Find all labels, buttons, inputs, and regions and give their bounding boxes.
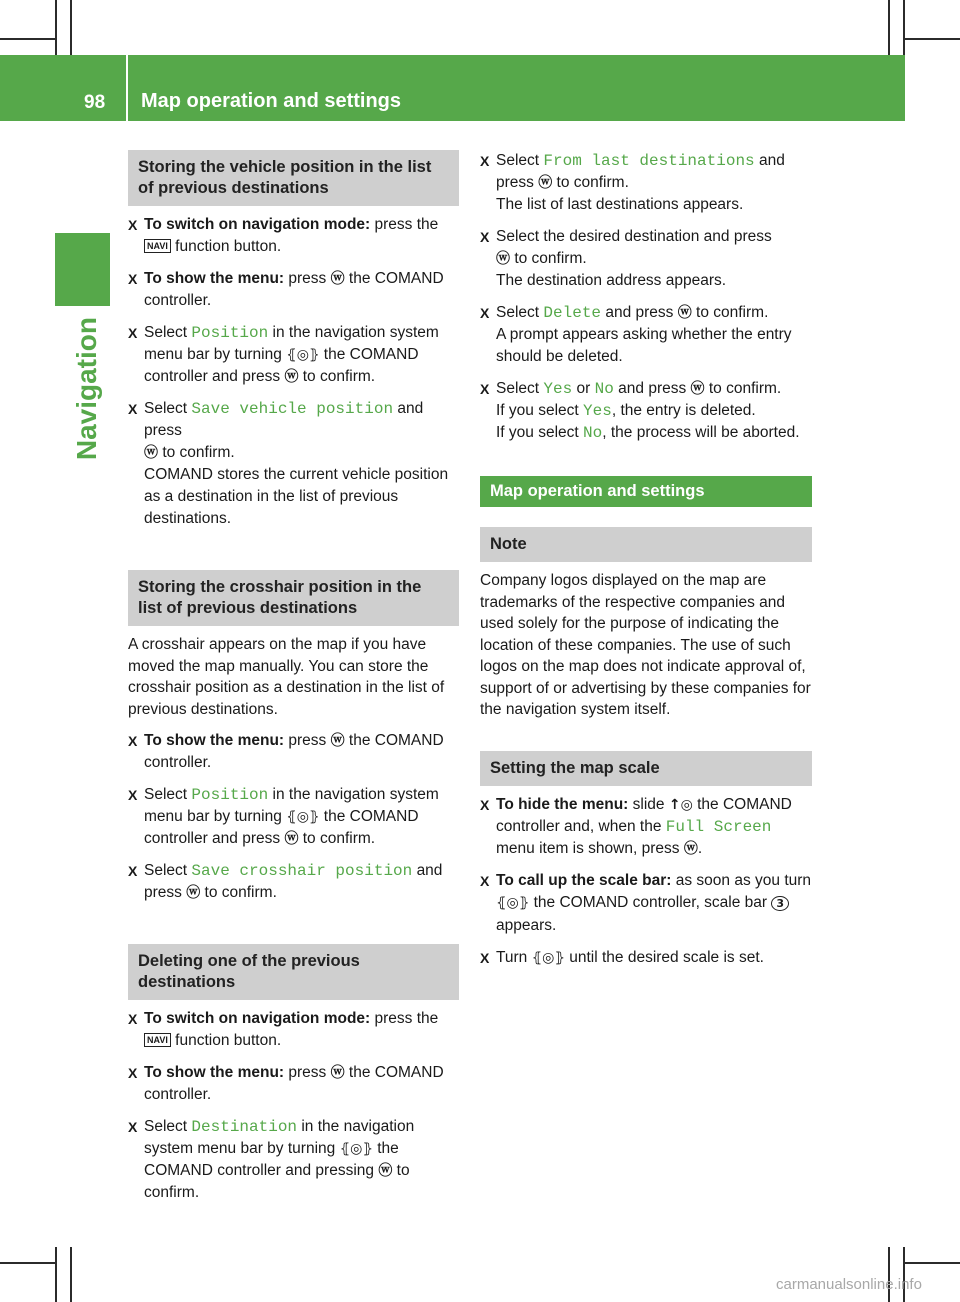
step-title: To call up the scale bar: bbox=[496, 871, 672, 889]
step-text: press bbox=[288, 270, 327, 287]
menu-item-code: From last destinations bbox=[543, 152, 755, 170]
crop-mark bbox=[905, 38, 960, 40]
intro-paragraph: A crosshair appears on the map if you have moved the map manually. You can store the crosshair position as a destination in the list of previous destinations. bbox=[128, 636, 445, 718]
step-text: and press bbox=[144, 400, 424, 439]
watermark: carmanualsonline.info bbox=[776, 1276, 922, 1293]
crop-mark bbox=[55, 1247, 57, 1302]
crop-mark bbox=[0, 1262, 55, 1264]
section-heading: Deleting one of the previous destinations bbox=[128, 944, 459, 1000]
step-result: If you select bbox=[496, 424, 579, 441]
press-icon: ⓦ bbox=[144, 445, 158, 461]
menu-item-code: Yes bbox=[583, 402, 612, 420]
press-icon: ⓦ bbox=[690, 381, 705, 397]
menu-item-code: Yes bbox=[543, 380, 573, 398]
menu-item-code: Position bbox=[191, 786, 269, 804]
step-text: Select bbox=[496, 380, 540, 397]
page-number: 98 bbox=[84, 92, 106, 113]
step-result: If you select bbox=[496, 402, 579, 419]
crop-mark bbox=[888, 0, 890, 55]
navi-key-icon: NAVI bbox=[144, 1033, 171, 1047]
step-marker: X bbox=[480, 381, 490, 397]
step-text: slide bbox=[632, 795, 665, 813]
step-result: The destination address appears. bbox=[496, 272, 727, 289]
step-marker: X bbox=[480, 872, 490, 889]
step-result: , the entry is deleted. bbox=[611, 402, 756, 419]
step-text: press bbox=[288, 1064, 327, 1081]
section-heading: Storing the vehicle position in the list of previous destinations bbox=[128, 150, 459, 206]
navi-key-icon: NAVI bbox=[144, 239, 171, 253]
press-icon: ⓦ bbox=[284, 369, 299, 385]
crop-mark bbox=[888, 1247, 890, 1302]
press-icon: ⓦ bbox=[496, 251, 510, 267]
step-text: function button. bbox=[175, 238, 282, 255]
menu-item-code: Save vehicle position bbox=[191, 400, 394, 418]
step-text: to confirm. bbox=[162, 444, 235, 461]
step-title: To show the menu: bbox=[144, 270, 285, 287]
step-text: to confirm. bbox=[144, 1162, 410, 1201]
press-icon: ⓦ bbox=[330, 1065, 345, 1081]
slide-up-icon: ↑◎ bbox=[668, 796, 693, 813]
step-text: to confirm. bbox=[708, 380, 782, 397]
step-text: in the navigation system menu bar by turning bbox=[144, 324, 439, 363]
press-icon: ⓦ bbox=[683, 840, 698, 857]
step-result: , the process will be aborted. bbox=[602, 424, 800, 441]
step bbox=[480, 378, 812, 444]
step-text: Select bbox=[144, 1118, 188, 1135]
step bbox=[480, 870, 812, 937]
step bbox=[128, 784, 459, 850]
step-text: function button. bbox=[175, 1032, 282, 1049]
crop-mark bbox=[903, 1247, 905, 1302]
step bbox=[480, 947, 812, 969]
step-marker: X bbox=[480, 229, 490, 245]
step-marker: X bbox=[128, 217, 138, 233]
step-text: the COMAND controller. bbox=[144, 1064, 444, 1103]
step-marker: X bbox=[128, 863, 138, 879]
step: X To hide the menu: slide ↑◎ the COMAND controller and, when the Full Screen menu item is shown, press ⓦ. bbox=[480, 795, 792, 857]
step-text: Turn bbox=[496, 948, 528, 966]
step bbox=[128, 1062, 459, 1106]
step-text: the COMAND controller and, when the bbox=[496, 795, 792, 835]
step-text: Select bbox=[144, 786, 188, 803]
crop-mark bbox=[70, 0, 72, 55]
step-text: to confirm. bbox=[514, 250, 587, 267]
step-marker: X bbox=[128, 271, 138, 287]
step bbox=[480, 150, 812, 216]
menu-item-code: Destination bbox=[191, 1118, 298, 1136]
step-result: COMAND stores the current vehicle position as a destination in the list of previous destinations. bbox=[144, 466, 449, 527]
step-marker: X bbox=[128, 733, 138, 749]
step-title: To hide the menu: bbox=[496, 795, 629, 813]
step bbox=[128, 214, 459, 258]
page-title: Map operation and settings bbox=[141, 90, 402, 112]
step-text: the COMAND controller. bbox=[144, 270, 444, 309]
step-text: Select bbox=[144, 324, 188, 341]
step-text: the COMAND controller, scale bar bbox=[533, 893, 768, 911]
step-text: to confirm. bbox=[302, 368, 376, 385]
crop-mark bbox=[55, 0, 57, 55]
press-icon: ⓦ bbox=[186, 885, 201, 901]
step bbox=[128, 1008, 459, 1052]
crop-mark bbox=[0, 38, 55, 40]
menu-item-code: Save crosshair position bbox=[191, 862, 413, 880]
step-marker: X bbox=[480, 949, 490, 966]
turn-icon: ⦃◎⦄ bbox=[496, 894, 530, 911]
step-text: as soon as you turn bbox=[675, 871, 812, 889]
step-result: A prompt appears asking whether the entry should be deleted. bbox=[496, 326, 792, 365]
step bbox=[128, 322, 459, 388]
step-text: appears. bbox=[496, 916, 557, 934]
step-text: Select bbox=[144, 400, 188, 417]
step-text: in the navigation system menu bar by turning bbox=[144, 786, 439, 825]
step-text: or bbox=[576, 380, 591, 397]
step-text: and press bbox=[496, 152, 785, 191]
menu-item-code: No bbox=[583, 424, 603, 442]
step-text: the COMAND controller and pressing bbox=[144, 1140, 399, 1179]
header-divider bbox=[126, 55, 128, 121]
step-text: to confirm. bbox=[302, 830, 376, 847]
step-text: the COMAND controller. bbox=[144, 732, 444, 771]
step-text: and press bbox=[144, 862, 443, 901]
step-marker: X bbox=[128, 1065, 138, 1081]
press-icon: ⓦ bbox=[677, 305, 692, 321]
step-text: in the navigation system menu bar by turning bbox=[144, 1118, 415, 1157]
step-text: press the bbox=[374, 216, 439, 233]
press-icon: ⓦ bbox=[330, 271, 345, 287]
step-text: press bbox=[288, 732, 327, 749]
menu-item-code: No bbox=[594, 380, 614, 398]
turn-icon: ⦃◎⦄ bbox=[286, 809, 320, 825]
step-text: press the bbox=[374, 1010, 439, 1027]
turn-icon: ⦃◎⦄ bbox=[531, 949, 565, 966]
step bbox=[128, 268, 459, 312]
press-icon: ⓦ bbox=[538, 175, 553, 191]
header-bar bbox=[0, 55, 905, 121]
step-text: and press bbox=[605, 304, 674, 321]
menu-item-code: Position bbox=[191, 324, 269, 342]
step-title: To switch on navigation mode: bbox=[144, 1010, 371, 1027]
step-marker: X bbox=[480, 153, 490, 169]
press-icon: ⓦ bbox=[284, 831, 299, 847]
chapter-heading: Map operation and settings bbox=[480, 476, 812, 507]
right-column bbox=[480, 150, 812, 979]
turn-icon: ⦃◎⦄ bbox=[339, 1141, 373, 1157]
step-text: Select bbox=[496, 152, 540, 169]
step-result: The list of last destinations appears. bbox=[496, 196, 744, 213]
step-marker: X bbox=[128, 325, 138, 341]
side-tab-block bbox=[55, 233, 110, 306]
step-text: the COMAND controller and press bbox=[144, 346, 419, 385]
step bbox=[480, 226, 812, 292]
step-marker: X bbox=[128, 787, 138, 803]
step-title: To switch on navigation mode: bbox=[144, 216, 371, 233]
step-text: to confirm. bbox=[556, 174, 629, 191]
section-heading: Setting the map scale bbox=[480, 751, 812, 786]
side-tab-label: Navigation bbox=[71, 317, 102, 461]
press-icon: ⓦ bbox=[330, 733, 345, 749]
press-icon: ⓦ bbox=[378, 1163, 393, 1179]
step-marker: X bbox=[128, 1119, 138, 1135]
step-text: Select bbox=[496, 304, 540, 321]
crop-mark bbox=[903, 0, 905, 55]
step-marker: X bbox=[128, 1011, 138, 1027]
step-text: the COMAND controller and press bbox=[144, 808, 419, 847]
note-text: Company logos displayed on the map are trademarks of the respective companies and used solely for the purpose of indicating the location of these companies. The use of such logos on the map does not indicate approval of, support of or advertising by these companies for the navigation system itself. bbox=[480, 572, 811, 718]
step bbox=[128, 1116, 459, 1204]
turn-icon: ⦃◎⦄ bbox=[286, 347, 320, 363]
step bbox=[128, 730, 459, 774]
step-text: to confirm. bbox=[696, 304, 769, 321]
step-text: Select bbox=[144, 862, 188, 879]
step-text: to confirm. bbox=[204, 884, 277, 901]
step-title: To show the menu: bbox=[144, 1064, 285, 1081]
step-text: Select the desired destination and press bbox=[496, 228, 772, 245]
step bbox=[480, 302, 812, 368]
menu-item-code: Full Screen bbox=[665, 817, 772, 836]
note-heading: Note bbox=[480, 527, 812, 562]
step-marker: X bbox=[480, 305, 490, 321]
section-heading: Storing the crosshair position in the list of previous destinations bbox=[128, 570, 459, 626]
step-text: until the desired scale is set. bbox=[569, 948, 764, 966]
callout-number-icon: 3 bbox=[771, 896, 789, 911]
step-title: To show the menu: bbox=[144, 732, 285, 749]
crop-mark bbox=[905, 1262, 960, 1264]
menu-item-code: Delete bbox=[543, 304, 602, 322]
step-text: menu item is shown, press bbox=[496, 839, 680, 857]
crop-mark bbox=[70, 1247, 72, 1302]
step-marker: X bbox=[128, 401, 138, 417]
step bbox=[128, 860, 459, 904]
step-text: and press bbox=[618, 380, 687, 397]
step-marker: X bbox=[480, 796, 490, 813]
step bbox=[128, 398, 459, 530]
left-column bbox=[128, 150, 459, 1214]
